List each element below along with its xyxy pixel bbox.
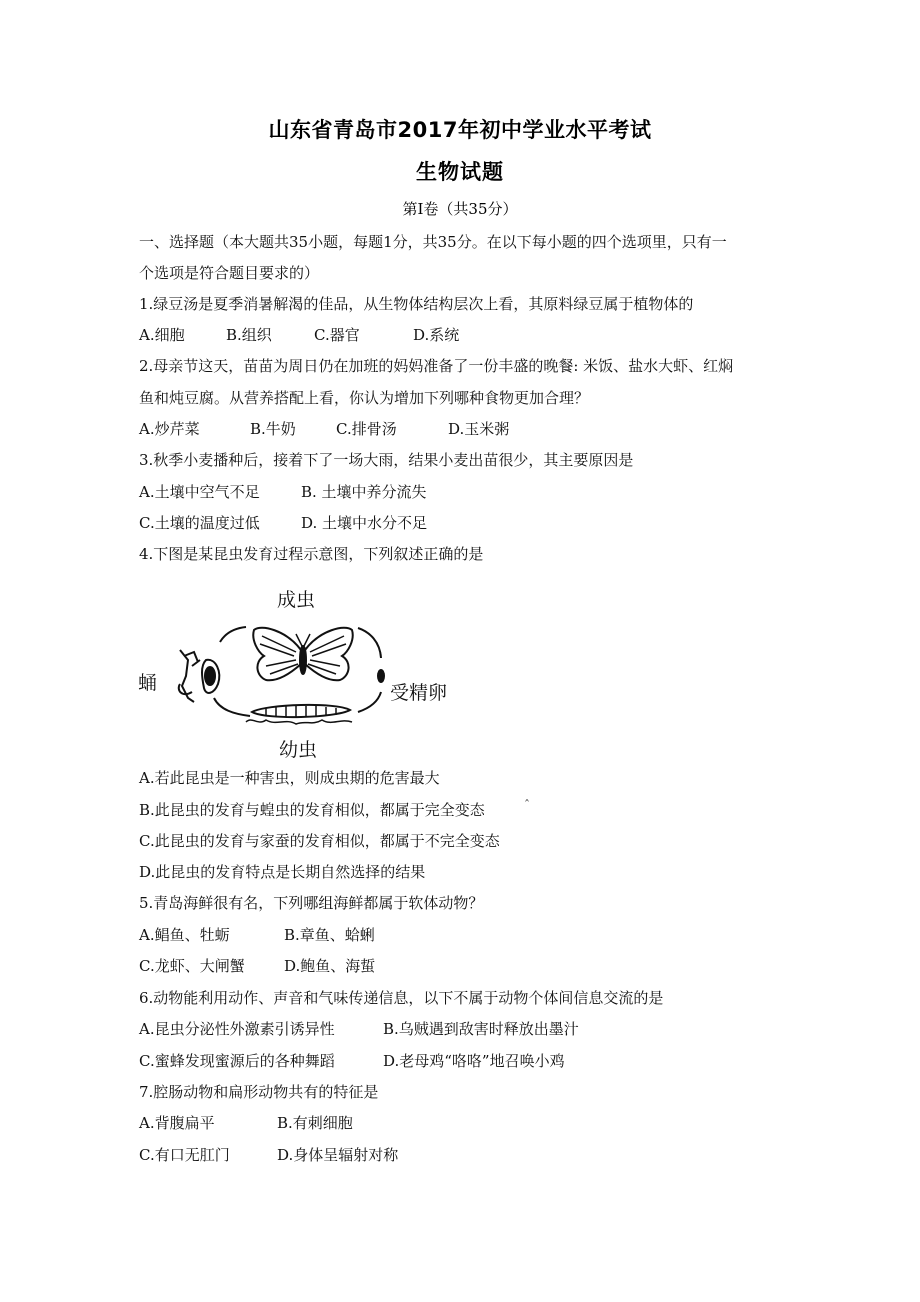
q2-option-d: D.玉米粥 — [448, 420, 510, 438]
question-2-stem-line-2: 鱼和炖豆腐。从营养搭配上看，你认为增加下列哪种食物更加合理？ — [139, 389, 590, 407]
cycle-line-adult-egg — [358, 628, 381, 658]
instructions-line-2: 个选项是符合题目要求的） — [139, 264, 320, 282]
label-adult: 成虫 — [277, 589, 316, 611]
q4-option-a: A.若此昆虫是一种害虫，则成虫期的危害最大 — [139, 769, 440, 787]
q2-option-b: B.牛奶 — [250, 420, 296, 438]
question-2-stem-line-1: 2.母亲节这天，苗苗为周日仍在加班的妈妈准备了一份丰盛的晚餐: 米饭、盐水大虾、红焖 — [139, 357, 734, 375]
butterfly-icon — [253, 628, 352, 680]
question-3-options-row-1 — [139, 482, 427, 502]
q7-option-d: D.身体呈辐射对称 — [277, 1146, 399, 1164]
section-heading: 第Ⅰ卷（共35分） — [402, 200, 518, 218]
q2-option-a: A.炒芹菜 — [139, 420, 200, 438]
label-pupa: 蛹 — [138, 672, 158, 694]
q6-option-d: D.老母鸡“咯咯”地召唤小鸡 — [383, 1052, 565, 1070]
q6-option-b: B.乌贼遇到敌害时释放出墨汁 — [383, 1020, 579, 1038]
q4-option-b: B.此昆虫的发育与蝗虫的发育相似，都属于完全变态 — [139, 801, 485, 819]
stray-mark: ˆ — [524, 798, 530, 812]
pupa-icon — [179, 650, 220, 702]
q6-option-a: A.昆虫分泌性外激素引诱异性 — [139, 1020, 335, 1038]
question-5-options-row-1 — [139, 925, 375, 945]
q1-option-d: D.系统 — [413, 326, 460, 344]
q1-option-c: C.器官 — [314, 326, 360, 344]
q4-option-d: D.此昆虫的发育特点是长期自然选择的结果 — [139, 863, 426, 881]
question-1-options — [139, 325, 459, 345]
lifecycle-drawing — [136, 580, 466, 762]
q3-option-b: B. 土壤中养分流失 — [301, 483, 427, 501]
q6-option-c: C.蜜蜂发现蜜源后的各种舞蹈 — [139, 1052, 335, 1070]
q1-option-a: A.细胞 — [139, 326, 185, 344]
q5-option-a: A.鲳鱼、牡蛎 — [139, 926, 230, 944]
question-5-stem: 5.青岛海鲜很有名，下列哪组海鲜都属于软体动物？ — [139, 894, 484, 912]
q7-option-a: A.背腹扁平 — [139, 1114, 215, 1132]
question-7-options-row-2 — [139, 1145, 398, 1165]
question-6-stem: 6.动物能利用动作、声音和气味传递信息，以下不属于动物个体间信息交流的是 — [139, 989, 664, 1007]
q1-option-b: B.组织 — [226, 326, 272, 344]
question-6-options-row-1 — [139, 1019, 579, 1039]
q5-option-d: D.鲍鱼、海蜇 — [284, 957, 376, 975]
q3-option-c: C.土壤的温度过低 — [139, 514, 260, 532]
question-5-options-row-2 — [139, 956, 375, 976]
label-larva: 幼虫 — [279, 739, 318, 761]
q7-option-b: B.有刺细胞 — [277, 1114, 353, 1132]
question-4-stem: 4.下图是某昆虫发育过程示意图，下列叙述正确的是 — [139, 545, 484, 563]
cycle-line-egg-larva — [358, 692, 381, 712]
instructions-line-1: 一、选择题（本大题共35小题，每题1分，共35分。在以下每小题的四个选项里，只有一 — [139, 233, 727, 251]
q3-option-d: D. 土壤中水分不足 — [301, 514, 428, 532]
q5-option-b: B.章鱼、蛤蜊 — [284, 926, 375, 944]
exam-subject: 生物试题 — [416, 160, 504, 184]
insect-lifecycle-diagram — [136, 580, 466, 762]
question-7-options-row-1 — [139, 1113, 353, 1133]
q4-option-c: C.此昆虫的发育与家蚕的发育相似，都属于不完全变态 — [139, 832, 500, 850]
q3-option-a: A.土壤中空气不足 — [139, 483, 260, 501]
question-7-stem: 7.腔肠动物和扁形动物共有的特征是 — [139, 1083, 379, 1101]
egg-icon — [377, 669, 385, 683]
cycle-line-larva-pupa — [214, 698, 250, 716]
question-2-options — [139, 419, 509, 439]
q7-option-c: C.有口无肛门 — [139, 1146, 230, 1164]
question-6-options-row-2 — [139, 1051, 565, 1071]
label-egg: 受精卵 — [390, 682, 448, 704]
question-1-stem: 1.绿豆汤是夏季消暑解渴的佳品，从生物体结构层次上看，其原料绿豆属于植物体的 — [139, 295, 694, 313]
exam-title: 山东省青岛市2017年初中学业水平考试 — [268, 118, 652, 142]
question-3-stem: 3.秋季小麦播种后，接着下了一场大雨，结果小麦出苗很少，其主要原因是 — [139, 451, 634, 469]
caterpillar-icon — [246, 705, 352, 724]
question-3-options-row-2 — [139, 513, 427, 533]
q5-option-c: C.龙虾、大闸蟹 — [139, 957, 245, 975]
cycle-line-pupa-adult — [220, 627, 246, 642]
q2-option-c: C.排骨汤 — [336, 420, 397, 438]
